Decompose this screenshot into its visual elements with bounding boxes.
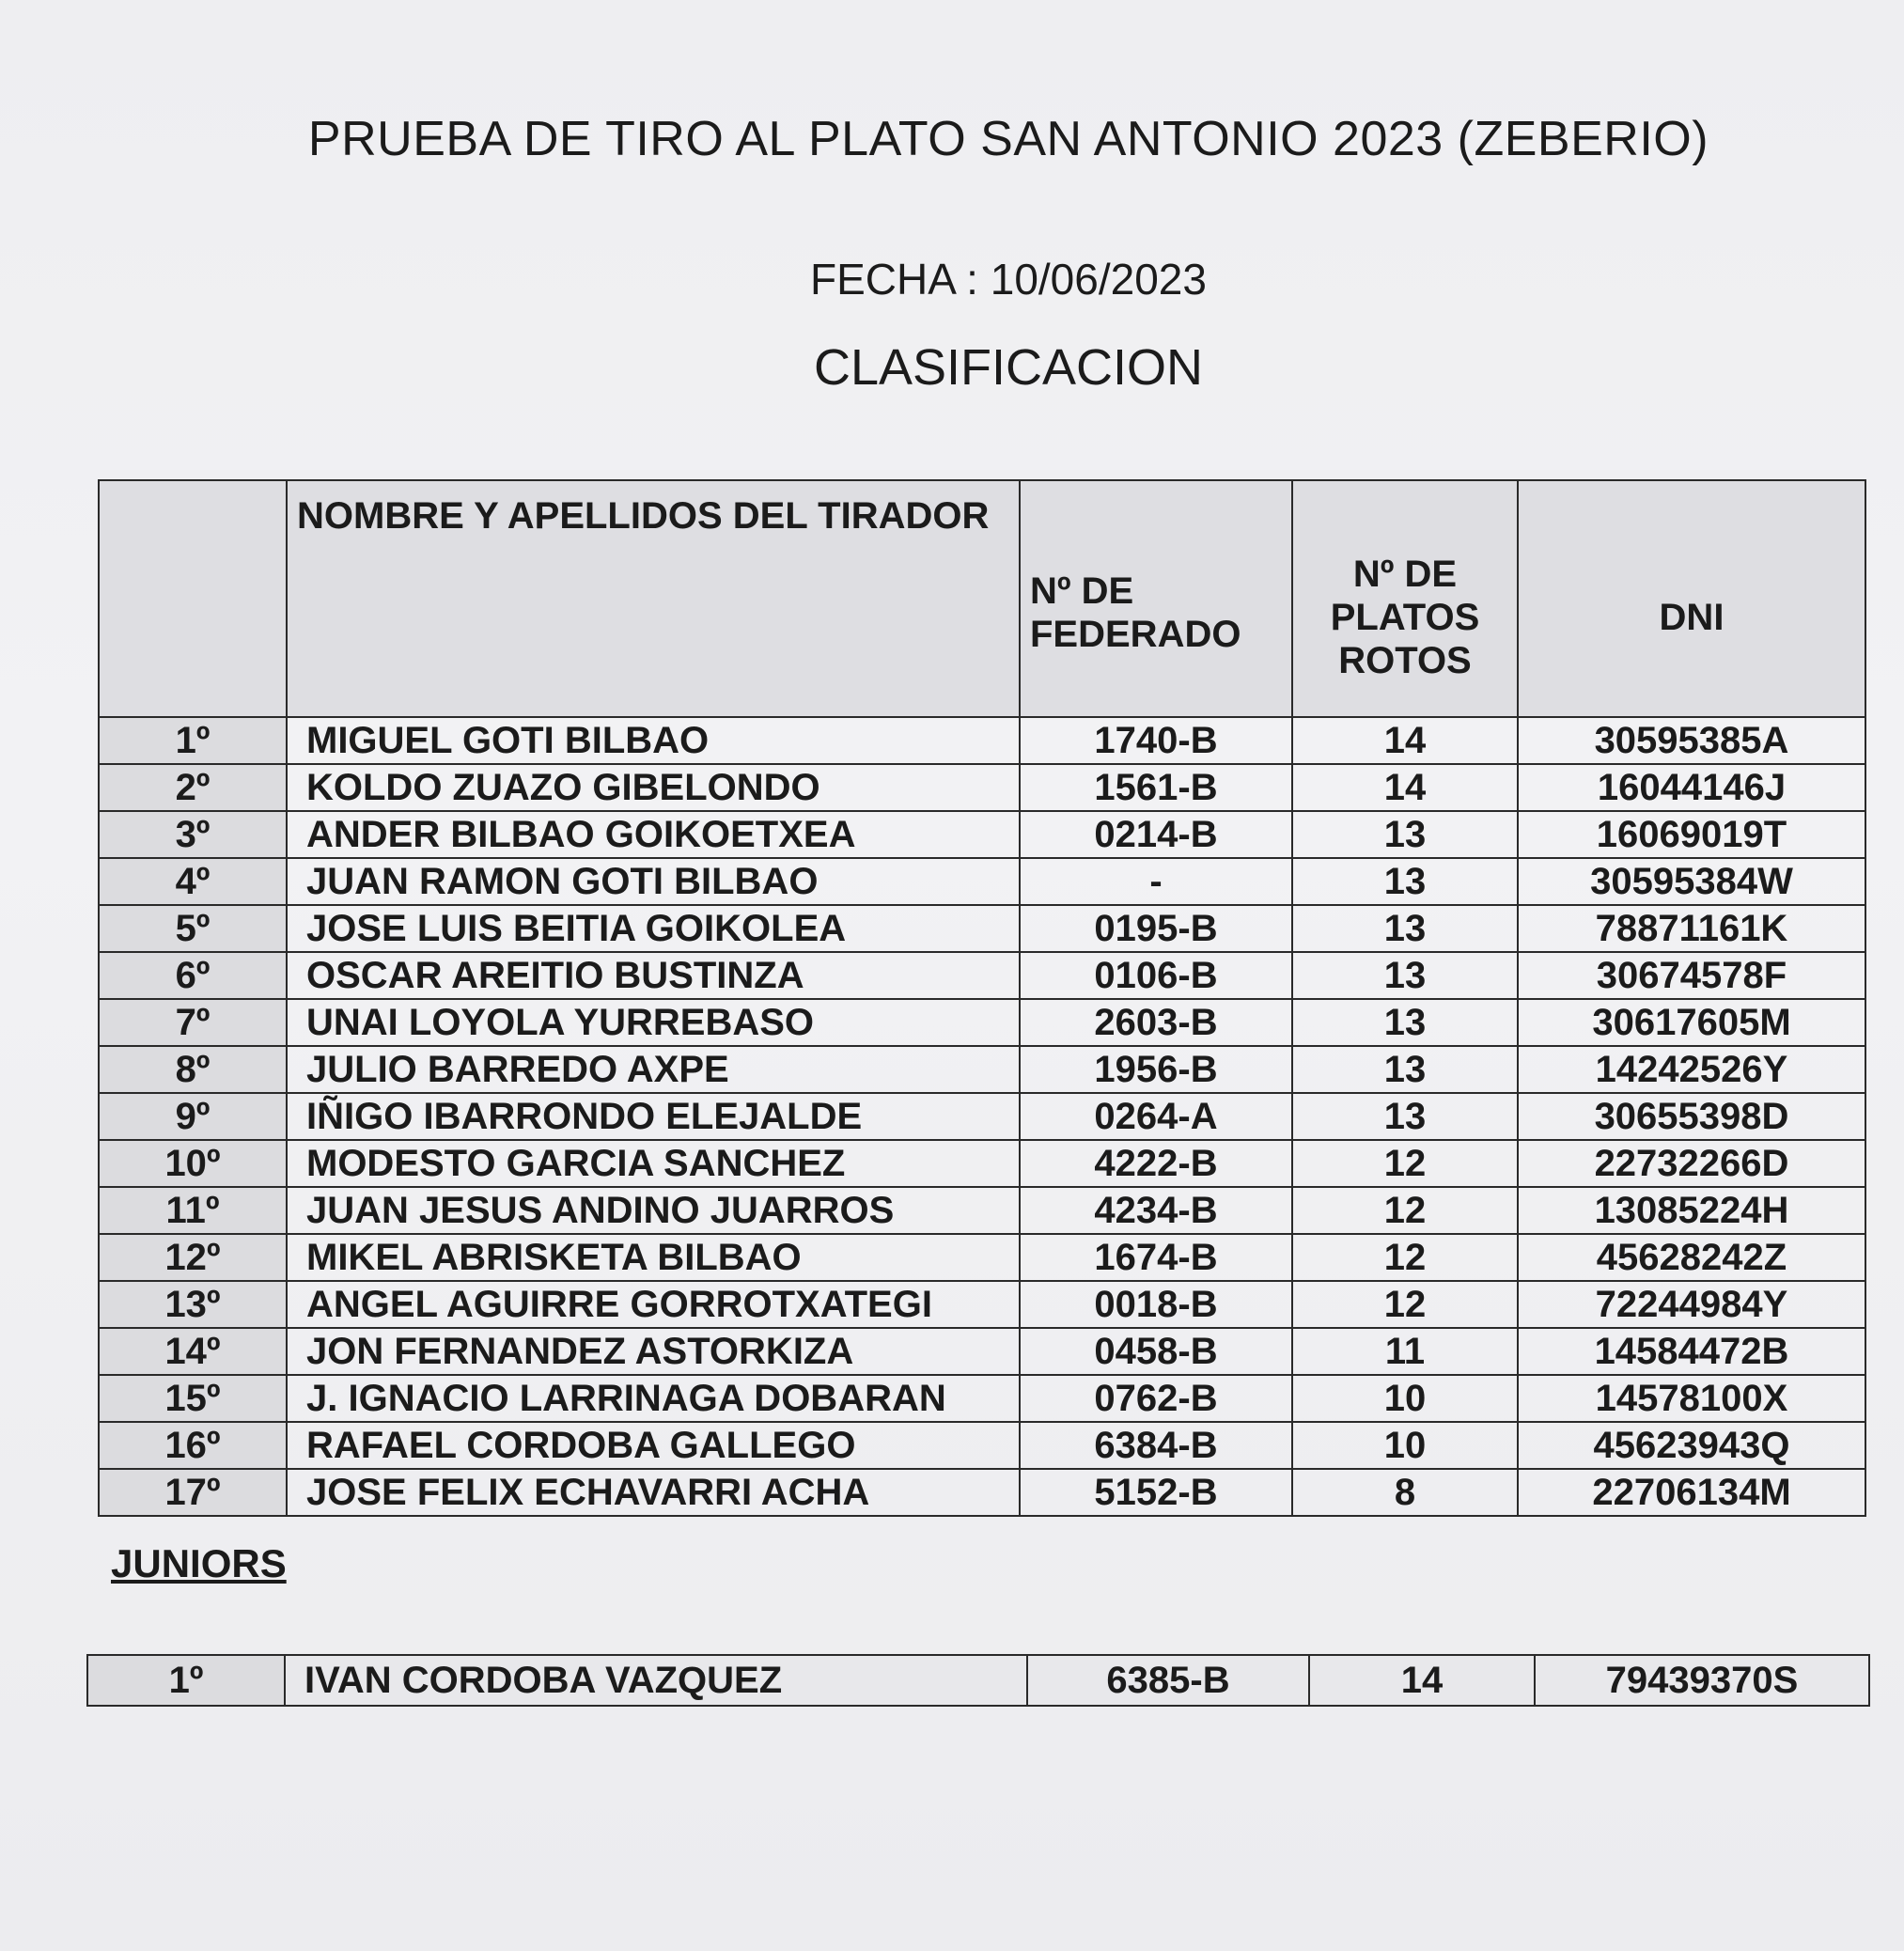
federado-cell: - [1020, 858, 1292, 905]
federado-cell: 0762-B [1020, 1375, 1292, 1422]
dni-cell: 79439370S [1535, 1655, 1869, 1706]
name-cell: OSCAR AREITIO BUSTINZA [287, 952, 1020, 999]
juniors-table-body [87, 1655, 1869, 1706]
position-cell: 2º [99, 764, 287, 811]
table-row [99, 1234, 1865, 1281]
dni-cell: 30674578F [1518, 952, 1865, 999]
table-body [99, 717, 1865, 1516]
platos-cell: 10 [1292, 1422, 1518, 1469]
name-cell: IÑIGO IBARRONDO ELEJALDE [287, 1093, 1020, 1140]
table-row [99, 858, 1865, 905]
table-row [99, 764, 1865, 811]
name-cell: JOSE FELIX ECHAVARRI ACHA [287, 1469, 1020, 1516]
federado-cell: 1561-B [1020, 764, 1292, 811]
table-row [87, 1655, 1869, 1706]
federado-cell: 0195-B [1020, 905, 1292, 952]
federado-cell: 0106-B [1020, 952, 1292, 999]
position-cell: 1º [99, 717, 287, 764]
position-cell: 14º [99, 1328, 287, 1375]
platos-cell: 12 [1292, 1234, 1518, 1281]
header-position [99, 480, 287, 717]
position-cell: 17º [99, 1469, 287, 1516]
table-row [99, 1328, 1865, 1375]
position-cell: 15º [99, 1375, 287, 1422]
table-row [99, 811, 1865, 858]
document-subtitle: CLASIFICACION [813, 339, 1204, 396]
platos-cell: 11 [1292, 1328, 1518, 1375]
platos-cell: 12 [1292, 1281, 1518, 1328]
platos-cell: 13 [1292, 999, 1518, 1046]
position-cell: 3º [99, 811, 287, 858]
table-row [99, 1093, 1865, 1140]
name-cell: J. IGNACIO LARRINAGA DOBARAN [287, 1375, 1020, 1422]
platos-cell: 13 [1292, 952, 1518, 999]
dni-cell: 22732266D [1518, 1140, 1865, 1187]
table-row [99, 905, 1865, 952]
name-cell: ANDER BILBAO GOIKOETXEA [287, 811, 1020, 858]
platos-cell: 13 [1292, 1093, 1518, 1140]
platos-cell: 13 [1292, 905, 1518, 952]
position-cell: 13º [99, 1281, 287, 1328]
name-cell: MIGUEL GOTI BILBAO [287, 717, 1020, 764]
dni-cell: 30655398D [1518, 1093, 1865, 1140]
platos-cell: 14 [1292, 717, 1518, 764]
document-date: FECHA : 10/06/2023 [810, 255, 1207, 304]
federado-cell: 0458-B [1020, 1328, 1292, 1375]
name-cell: IVAN CORDOBA VAZQUEZ [285, 1655, 1027, 1706]
table-row [99, 1140, 1865, 1187]
header-federado: Nº DE FEDERADO [1020, 480, 1292, 717]
name-cell: JON FERNANDEZ ASTORKIZA [287, 1328, 1020, 1375]
table-header-row [99, 480, 1865, 717]
table-row [99, 1187, 1865, 1234]
table-row [99, 1046, 1865, 1093]
dni-cell: 30617605M [1518, 999, 1865, 1046]
position-cell: 6º [99, 952, 287, 999]
platos-cell: 12 [1292, 1187, 1518, 1234]
federado-cell: 4234-B [1020, 1187, 1292, 1234]
federado-cell: 5152-B [1020, 1469, 1292, 1516]
platos-cell: 8 [1292, 1469, 1518, 1516]
juniors-heading: JUNIORS [111, 1541, 287, 1585]
position-cell: 7º [99, 999, 287, 1046]
juniors-table [86, 1654, 1870, 1707]
dni-cell: 45628242Z [1518, 1234, 1865, 1281]
name-cell: JULIO BARREDO AXPE [287, 1046, 1020, 1093]
position-cell: 4º [99, 858, 287, 905]
dni-cell: 14584472B [1518, 1328, 1865, 1375]
name-cell: KOLDO ZUAZO GIBELONDO [287, 764, 1020, 811]
dni-cell: 78871161K [1518, 905, 1865, 952]
federado-cell: 6385-B [1027, 1655, 1309, 1706]
position-cell: 5º [99, 905, 287, 952]
federado-cell: 6384-B [1020, 1422, 1292, 1469]
classification-table [98, 479, 1866, 1517]
position-cell: 16º [99, 1422, 287, 1469]
dni-cell: 72244984Y [1518, 1281, 1865, 1328]
name-cell: MODESTO GARCIA SANCHEZ [287, 1140, 1020, 1187]
name-cell: UNAI LOYOLA YURREBASO [287, 999, 1020, 1046]
federado-cell: 0214-B [1020, 811, 1292, 858]
dni-cell: 16044146J [1518, 764, 1865, 811]
table-row [99, 1375, 1865, 1422]
position-cell: 12º [99, 1234, 287, 1281]
federado-cell: 0018-B [1020, 1281, 1292, 1328]
name-cell: ANGEL AGUIRRE GORROTXATEGI [287, 1281, 1020, 1328]
dni-cell: 14578100X [1518, 1375, 1865, 1422]
platos-cell: 13 [1292, 858, 1518, 905]
name-cell: JUAN RAMON GOTI BILBAO [287, 858, 1020, 905]
name-cell: JUAN JESUS ANDINO JUARROS [287, 1187, 1020, 1234]
position-cell: 9º [99, 1093, 287, 1140]
header-dni: DNI [1518, 480, 1865, 717]
position-cell: 10º [99, 1140, 287, 1187]
platos-cell: 12 [1292, 1140, 1518, 1187]
platos-cell: 14 [1292, 764, 1518, 811]
dni-cell: 22706134M [1518, 1469, 1865, 1516]
federado-cell: 1740-B [1020, 717, 1292, 764]
position-cell: 8º [99, 1046, 287, 1093]
federado-cell: 4222-B [1020, 1140, 1292, 1187]
platos-cell: 10 [1292, 1375, 1518, 1422]
dni-cell: 30595384W [1518, 858, 1865, 905]
dni-cell: 45623943Q [1518, 1422, 1865, 1469]
table-row [99, 1422, 1865, 1469]
name-cell: JOSE LUIS BEITIA GOIKOLEA [287, 905, 1020, 952]
header-platos: Nº DE PLATOS ROTOS [1292, 480, 1518, 717]
dni-cell: 13085224H [1518, 1187, 1865, 1234]
document-title: PRUEBA DE TIRO AL PLATO SAN ANTONIO 2023 (ZEBERIO) [307, 112, 1709, 166]
federado-cell: 1674-B [1020, 1234, 1292, 1281]
name-cell: RAFAEL CORDOBA GALLEGO [287, 1422, 1020, 1469]
header-name: NOMBRE Y APELLIDOS DEL TIRADOR [287, 480, 1020, 717]
position-cell: 11º [99, 1187, 287, 1234]
table-row [99, 717, 1865, 764]
platos-cell: 13 [1292, 1046, 1518, 1093]
dni-cell: 14242526Y [1518, 1046, 1865, 1093]
federado-cell: 0264-A [1020, 1093, 1292, 1140]
name-cell: MIKEL ABRISKETA BILBAO [287, 1234, 1020, 1281]
position-cell: 1º [87, 1655, 285, 1706]
federado-cell: 2603-B [1020, 999, 1292, 1046]
dni-cell: 16069019T [1518, 811, 1865, 858]
table-row [99, 999, 1865, 1046]
platos-cell: 13 [1292, 811, 1518, 858]
table-row [99, 1469, 1865, 1516]
federado-cell: 1956-B [1020, 1046, 1292, 1093]
platos-cell: 14 [1309, 1655, 1535, 1706]
table-row [99, 952, 1865, 999]
dni-cell: 30595385A [1518, 717, 1865, 764]
table-row [99, 1281, 1865, 1328]
